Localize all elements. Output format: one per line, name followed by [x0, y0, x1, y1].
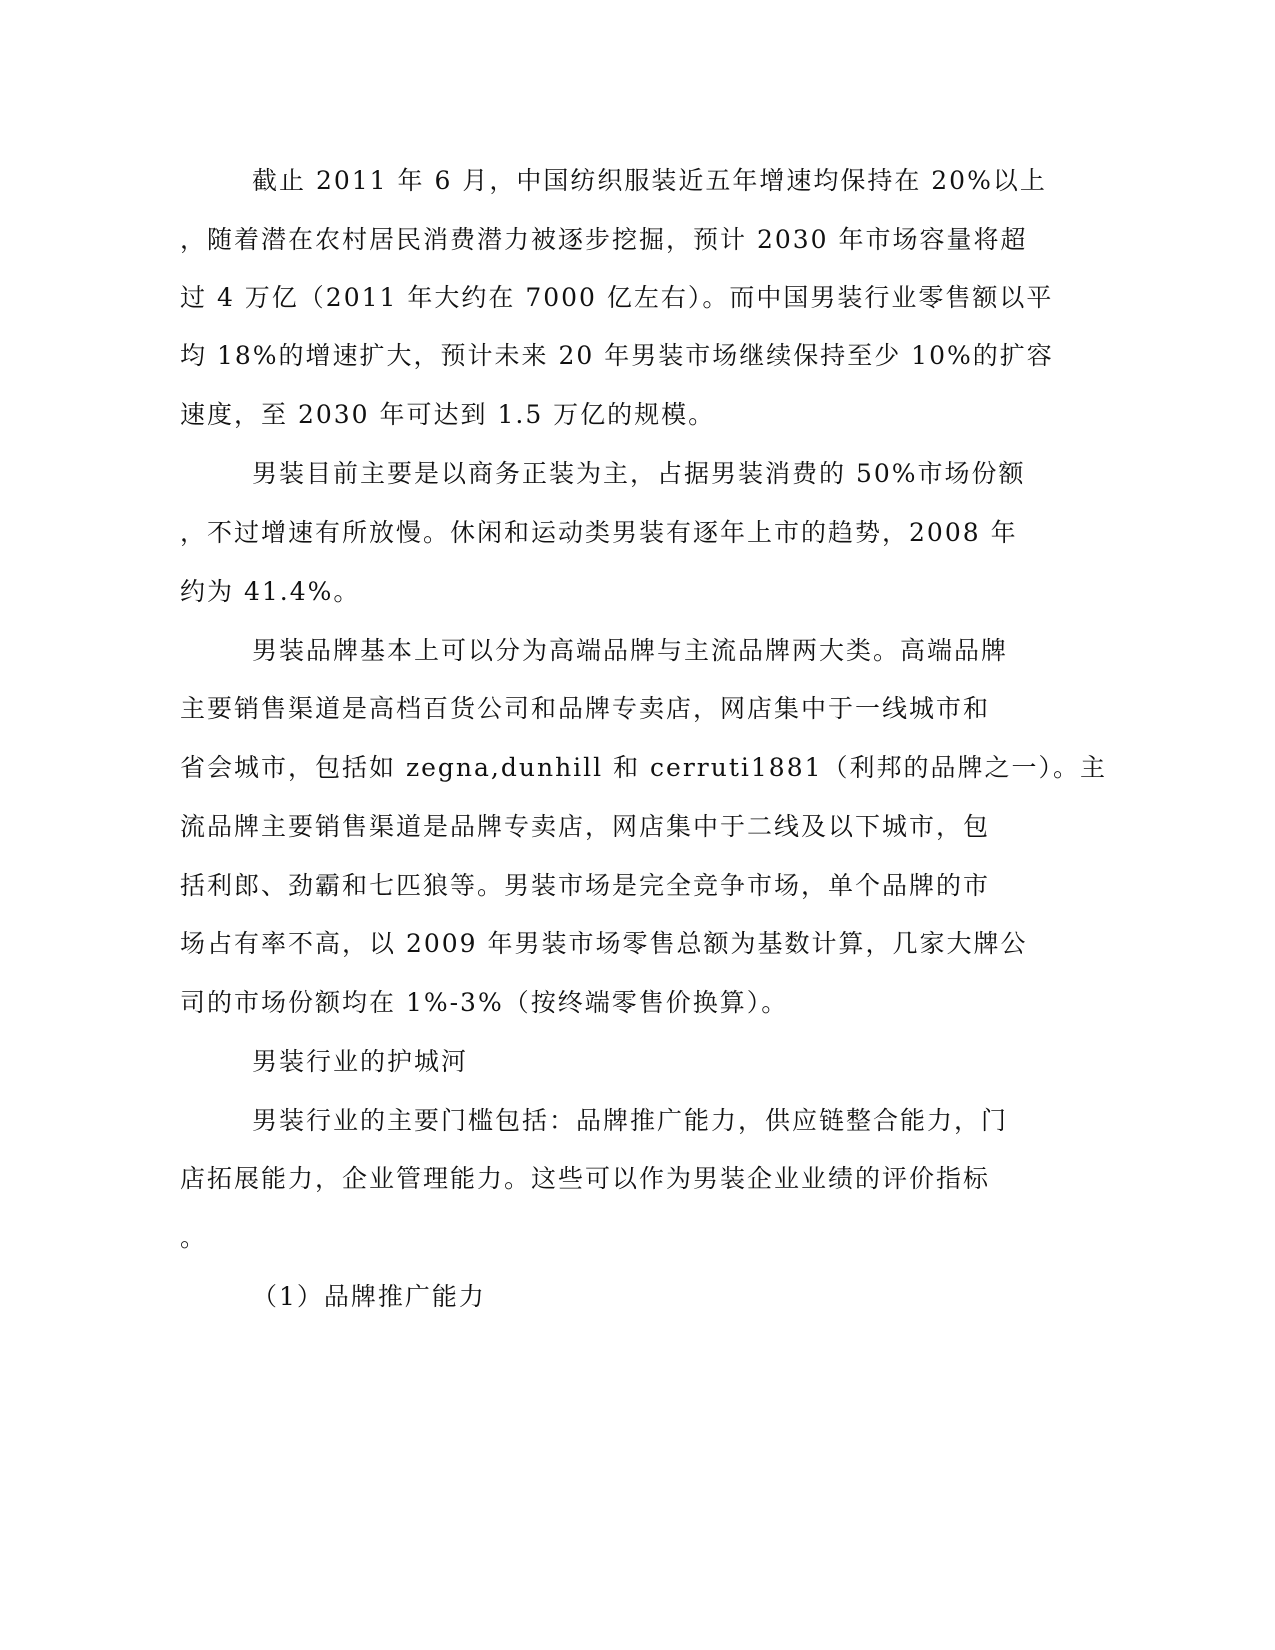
subsection-heading: （1）品牌推广能力	[252, 1282, 486, 1311]
text-line: 约为 41.4%。	[180, 577, 361, 606]
section-heading: 男装行业的护城河	[252, 1047, 469, 1076]
text-line: 男装品牌基本上可以分为高端品牌与主流品牌两大类。高端品牌	[252, 636, 1009, 665]
text-line: 店拓展能力，企业管理能力。这些可以作为男装企业业绩的评价指标	[180, 1164, 991, 1193]
text-line: 截止 2011 年 6 月，中国纺织服装近五年增速均保持在 20%以上	[252, 166, 1047, 195]
text-line: 省会城市，包括如 zegna,dunhill 和 cerruti1881（利邦的品牌之一）。主	[180, 753, 1108, 782]
text-line: 括利郎、劲霸和七匹狼等。男装市场是完全竞争市场，单个品牌的市	[180, 871, 991, 900]
text-line: ，随着潜在农村居民消费潜力被逐步挖掘，预计 2030 年市场容量将超	[180, 225, 1028, 254]
text-line: 场占有率不高，以 2009 年男装市场零售总额为基数计算，几家大牌公	[180, 929, 1028, 958]
text-line: 男装行业的主要门槛包括：品牌推广能力，供应链整合能力，门	[252, 1106, 1009, 1135]
text-line: ，不过增速有所放慢。休闲和运动类男装有逐年上市的趋势，2008 年	[180, 518, 1018, 547]
text-line: 司的市场份额均在 1%-3%（按终端零售价换算）。	[180, 988, 789, 1017]
text-line: 。	[180, 1223, 208, 1252]
text-line: 男装目前主要是以商务正装为主，占据男装消费的 50%市场份额	[252, 459, 1026, 488]
text-line: 均 18%的增速扩大，预计未来 20 年男装市场继续保持至少 10%的扩容	[180, 341, 1054, 370]
text-line: 流品牌主要销售渠道是品牌专卖店，网店集中于二线及以下城市，包	[180, 812, 991, 841]
text-line: 过 4 万亿（2011 年大约在 7000 亿左右）。而中国男装行业零售额以平	[180, 283, 1054, 312]
text-line: 主要销售渠道是高档百货公司和品牌专卖店，网店集中于一线城市和	[180, 694, 991, 723]
text-line: 速度，至 2030 年可达到 1.5 万亿的规模。	[180, 400, 716, 429]
